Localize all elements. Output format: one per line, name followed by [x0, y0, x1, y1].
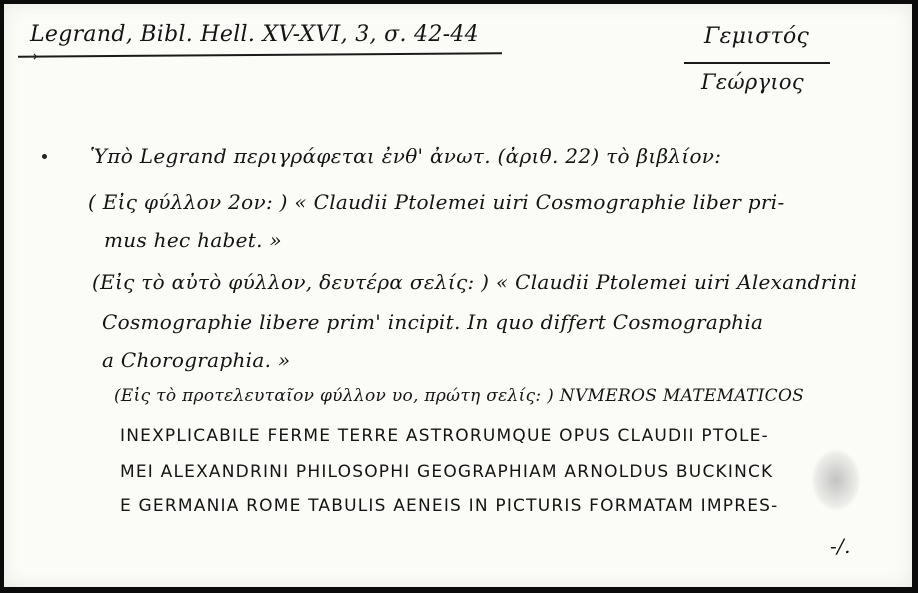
text-line-9: MEI ALEXANDRINI PHILOSOPHI GEOGRAPHIAM ARNOLDUS BUCKINCK [120, 462, 774, 482]
text-line-2: ( Εἰς φύλλον 2ον: ) « Claudii Ptolemei uiri Cosmographie liber pri- [88, 190, 785, 214]
text-line-7: (Εἰς τὸ προτελευταῖον φύλλον υο, πρώτη σελίς: ) NVMEROS MATEMATICOS [114, 386, 805, 406]
text-line-5: Cosmographie libere prim' incipit. In quo differt Cosmographia [102, 310, 764, 334]
text-line-6: a Chorographia. » [102, 348, 291, 372]
text-line-1: Ὑπὸ Legrand περιγράφεται ἐνθ' ἀνωτ. (ἀριθ. 22) τὸ βιβλίον: [90, 144, 722, 168]
text-line-10: E GERMANIA ROME TABULIS AENEIS IN PICTURIS FORMATAM IMPRES- [120, 496, 779, 516]
stamp-smudge [812, 450, 860, 510]
author-surname: Γεμιστός [704, 24, 810, 49]
reference-underline [18, 52, 502, 57]
arrow-mark-icon: → [26, 49, 38, 65]
catalog-card [4, 4, 912, 587]
continuation-mark: -/. [830, 534, 851, 558]
author-forename: Γεώργιος [701, 70, 804, 94]
text-line-8: INEXPLICABILE FERME TERRE ASTRORUMQUE OPUS CLAUDII PTOLE- [120, 426, 769, 446]
name-divider [684, 62, 830, 64]
bullet-dot [42, 154, 47, 159]
text-line-4: (Εἰς τὸ αὐτὸ φύλλον, δευτέρα σελίς: ) « Claudii Ptolemei uiri Alexandrini [92, 270, 858, 294]
bibliographic-reference: Legrand, Bibl. Hell. XV-XVI, 3, σ. 42-44 [30, 22, 479, 47]
text-line-3: mus hec habet. » [104, 228, 282, 252]
